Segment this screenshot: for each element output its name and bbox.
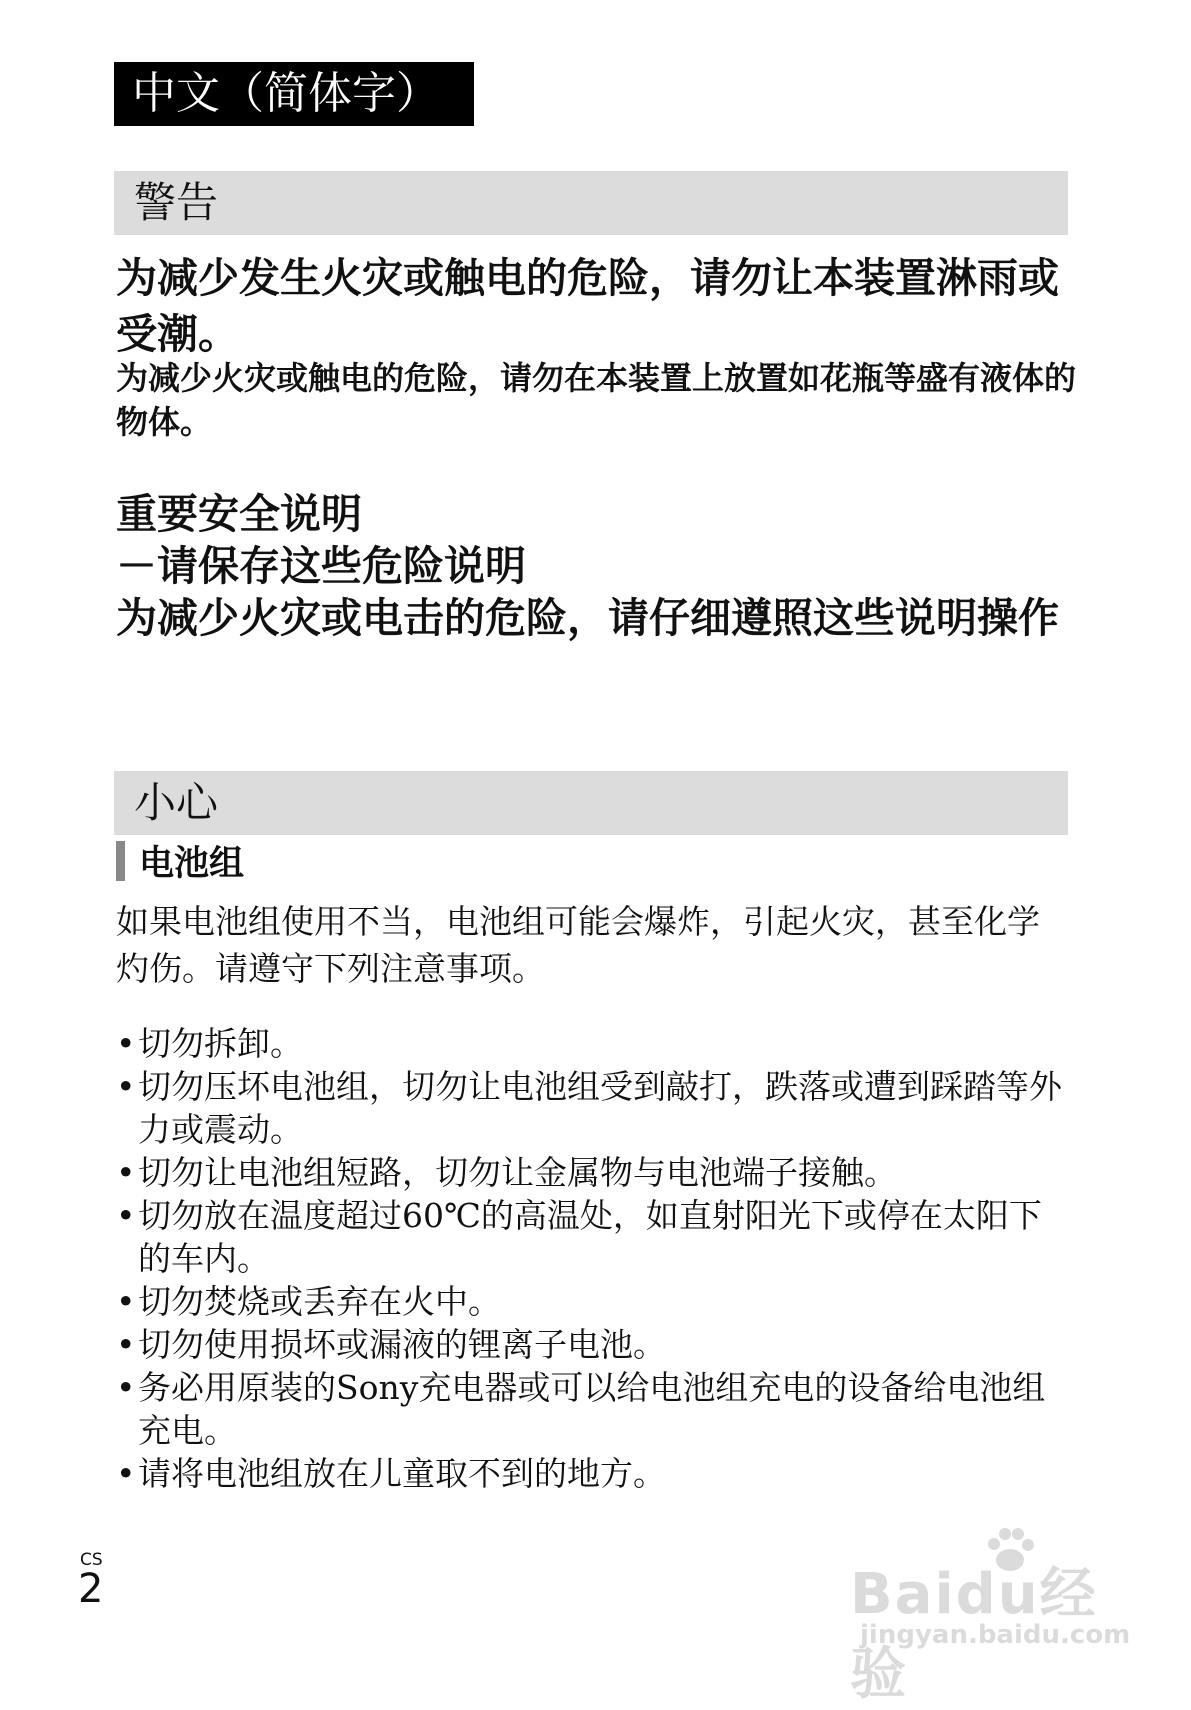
list-item-text: 务必用原装的Sony充电器或可以给电池组充电的设备给电池组充电。: [138, 1368, 1046, 1450]
list-item: [116, 1151, 1066, 1194]
watermark-logo-text: Baidu经验: [850, 1562, 1098, 1707]
bullet-icon: •: [116, 1368, 136, 1407]
bullet-icon: •: [116, 1067, 136, 1106]
battery-intro-text: 如果电池组使用不当，电池组可能会爆炸，引起火灾，甚至化学灼伤。请遵守下列注意事项。: [116, 902, 1040, 988]
caution-section-title: 小心: [114, 771, 1068, 835]
list-item-text: 请将电池组放在儿童取不到的地方。: [138, 1454, 666, 1493]
safety-follow-instructions: 为减少火灾或电击的危险，请仔细遵照这些说明操作: [116, 594, 1059, 642]
list-item-text: 切勿压坏电池组，切勿让电池组受到敲打，跌落或遭到踩踏等外力或震动。: [138, 1067, 1062, 1149]
warning-main-text: 为减少发生火灾或触电的危险，请勿让本装置淋雨或受潮。: [116, 254, 1059, 358]
page-number: 2: [78, 1566, 104, 1612]
bullet-icon: •: [116, 1454, 136, 1493]
list-item: [116, 1194, 1066, 1280]
bullet-icon: •: [116, 1196, 136, 1235]
list-item: [116, 1366, 1066, 1452]
list-item: [116, 1323, 1066, 1366]
bullet-icon: •: [116, 1153, 136, 1192]
subheading-marker: [116, 841, 125, 881]
language-code: CS: [80, 1550, 103, 1570]
list-item-text: 切勿放在温度超过60℃的高温处，如直射阳光下或停在太阳下的车内。: [138, 1196, 1042, 1278]
bullet-icon: •: [116, 1325, 136, 1364]
list-item: [116, 1280, 1066, 1323]
list-item: [116, 1065, 1066, 1151]
list-item: [116, 1022, 1066, 1065]
list-item-text: 切勿拆卸。: [138, 1024, 303, 1063]
bullet-icon: •: [116, 1282, 136, 1321]
list-item: [116, 1452, 1066, 1495]
list-item-text: 切勿让电池组短路，切勿让金属物与电池端子接触。: [138, 1153, 897, 1192]
battery-pack-subheading: [116, 838, 244, 884]
battery-precautions-list: [116, 1022, 1066, 1495]
warning-sub-text: 为减少火灾或触电的危险，请勿在本装置上放置如花瓶等盛有液体的物体。: [116, 359, 1077, 441]
baidu-watermark: [850, 1520, 1150, 1707]
warning-section-title: 警告: [114, 171, 1068, 235]
bullet-icon: •: [116, 1024, 136, 1063]
watermark-url: jingyan.baidu.com: [860, 1620, 1131, 1650]
list-item-text: 切勿焚烧或丢弃在火中。: [138, 1282, 501, 1321]
list-item-text: 切勿使用损坏或漏液的锂离子电池。: [138, 1325, 666, 1364]
safety-instructions: [116, 488, 1076, 644]
language-tab: 中文（简体字）: [114, 62, 474, 126]
subheading-label: 电池组: [139, 844, 245, 884]
safety-keep-instructions: －请保存这些危险说明: [116, 542, 526, 590]
safety-heading: 重要安全说明: [116, 490, 362, 538]
